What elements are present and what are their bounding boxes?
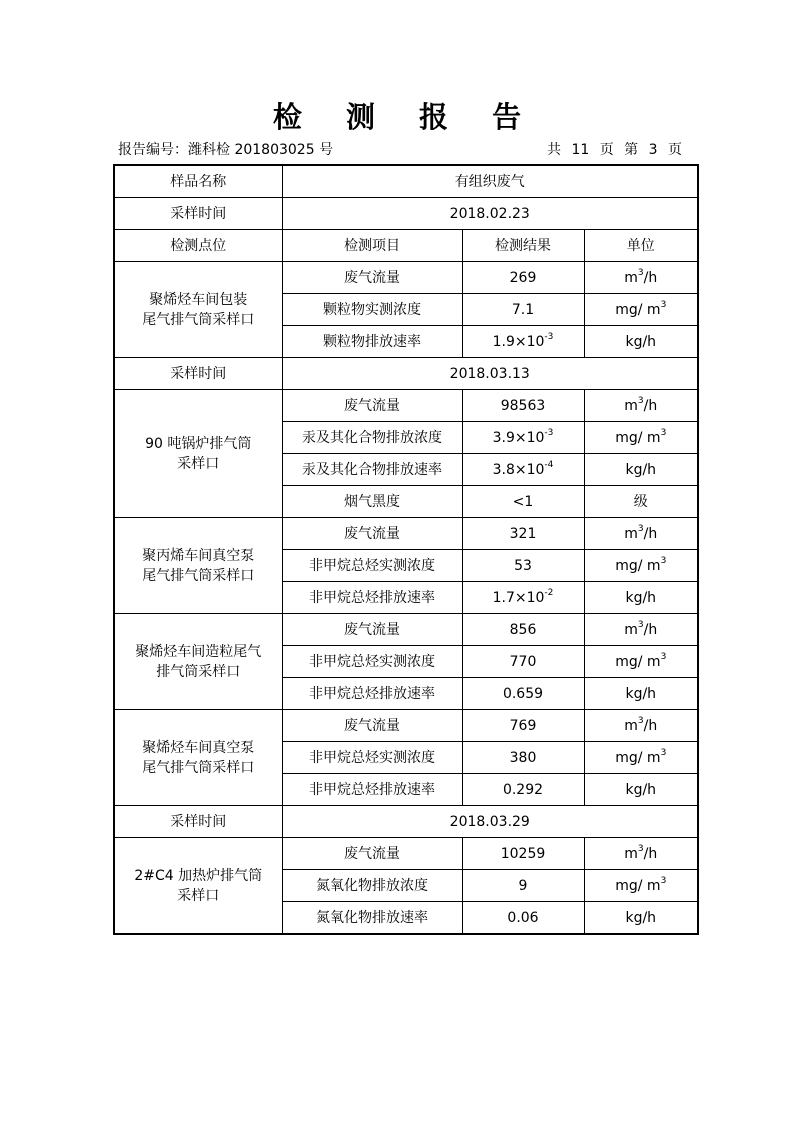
item-cell: 废气流量 <box>282 710 462 742</box>
table-row <box>114 262 698 294</box>
table-row <box>114 518 698 550</box>
item-cell: 废气流量 <box>282 518 462 550</box>
location-line: 尾气排气筒采样口 <box>142 311 255 328</box>
unit-cell: kg/h <box>584 326 698 358</box>
unit-cell: 级 <box>584 486 698 518</box>
sampling-time-label: 采样时间 <box>114 198 282 230</box>
result-cell: 7.1 <box>462 294 584 326</box>
result-cell: 321 <box>462 518 584 550</box>
report-number: 报告编号：潍科检 201803025 号 <box>118 142 334 158</box>
location-cell <box>114 710 282 806</box>
table-row <box>114 614 698 646</box>
result-cell: 380 <box>462 742 584 774</box>
unit-cell: kg/h <box>584 774 698 806</box>
unit-cell: kg/h <box>584 582 698 614</box>
result-cell: 770 <box>462 646 584 678</box>
location-cell <box>114 614 282 710</box>
location-line: 2#C4 加热炉排气筒 <box>134 867 263 884</box>
item-cell: 汞及其化合物排放浓度 <box>282 422 462 454</box>
item-cell: 废气流量 <box>282 390 462 422</box>
result-cell: 856 <box>462 614 584 646</box>
unit-cell: $m^3/h$ <box>584 614 698 646</box>
item-cell: 烟气黑度 <box>282 486 462 518</box>
item-cell: 非甲烷总烃排放速率 <box>282 678 462 710</box>
page-info: 共 11 页 第 3 页 <box>547 142 682 158</box>
location-cell <box>114 838 282 935</box>
item-cell: 废气流量 <box>282 838 462 870</box>
sample-name-value: 有组织废气 <box>282 165 698 198</box>
result-cell: 9 <box>462 870 584 902</box>
table-row <box>114 390 698 422</box>
table-row <box>114 710 698 742</box>
table-row <box>114 838 698 870</box>
unit-cell: kg/h <box>584 454 698 486</box>
sampling-time-label: 采样时间 <box>114 358 282 390</box>
unit-cell: mg/ $m^3$ <box>584 870 698 902</box>
column-header-point: 检测点位 <box>114 230 282 262</box>
result-cell: $1.9\times 10^{-3}$ <box>462 326 584 358</box>
result-cell: 0.292 <box>462 774 584 806</box>
unit-cell: mg/ $m^3$ <box>584 422 698 454</box>
column-header-result: 检测结果 <box>462 230 584 262</box>
location-line: 90 吨锅炉排气筒 <box>145 435 252 452</box>
unit-cell: mg/ $m^3$ <box>584 294 698 326</box>
result-cell: 53 <box>462 550 584 582</box>
unit-cell: $m^3/h$ <box>584 518 698 550</box>
item-cell: 颗粒物排放速率 <box>282 326 462 358</box>
sampling-time-label: 采样时间 <box>114 806 282 838</box>
location-line: 聚丙烯车间真空泵 <box>142 547 255 564</box>
item-cell: 非甲烷总烃排放速率 <box>282 774 462 806</box>
sample-name-label: 样品名称 <box>114 165 282 198</box>
sampling-date: 2018.02.23 <box>282 198 698 230</box>
result-cell: $1.7\times 10^{-2}$ <box>462 582 584 614</box>
location-line: 尾气排气筒采样口 <box>142 567 255 584</box>
location-line: 采样口 <box>177 887 220 904</box>
table-header-row <box>114 230 698 262</box>
result-cell: 769 <box>462 710 584 742</box>
sampling-date: 2018.03.13 <box>282 358 698 390</box>
unit-cell: $m^3/h$ <box>584 838 698 870</box>
location-cell <box>114 262 282 358</box>
result-cell: 0.659 <box>462 678 584 710</box>
table-row <box>114 358 698 390</box>
item-cell: 氮氧化物排放浓度 <box>282 870 462 902</box>
item-cell: 非甲烷总烃实测浓度 <box>282 742 462 774</box>
location-line: 聚烯烃车间造粒尾气 <box>135 643 262 660</box>
unit-cell: mg/ $m^3$ <box>584 550 698 582</box>
result-cell: 98563 <box>462 390 584 422</box>
result-cell: $3.9\times 10^{-3}$ <box>462 422 584 454</box>
item-cell: 废气流量 <box>282 614 462 646</box>
unit-cell: mg/ $m^3$ <box>584 742 698 774</box>
result-cell: <1 <box>462 486 584 518</box>
item-cell: 汞及其化合物排放速率 <box>282 454 462 486</box>
location-cell <box>114 518 282 614</box>
location-line: 尾气排气筒采样口 <box>142 759 255 776</box>
item-cell: 非甲烷总烃排放速率 <box>282 582 462 614</box>
column-header-item: 检测项目 <box>282 230 462 262</box>
item-cell: 非甲烷总烃实测浓度 <box>282 646 462 678</box>
unit-cell: $m^3/h$ <box>584 390 698 422</box>
item-cell: 废气流量 <box>282 262 462 294</box>
report-table <box>113 164 699 935</box>
item-cell: 非甲烷总烃实测浓度 <box>282 550 462 582</box>
sampling-date: 2018.03.29 <box>282 806 698 838</box>
result-cell: 269 <box>462 262 584 294</box>
location-line: 聚烯烃车间真空泵 <box>142 739 255 756</box>
location-line: 聚烯烃车间包装 <box>149 291 248 308</box>
item-cell: 颗粒物实测浓度 <box>282 294 462 326</box>
column-header-unit: 单位 <box>584 230 698 262</box>
location-line: 排气筒采样口 <box>156 663 241 680</box>
unit-cell: kg/h <box>584 902 698 935</box>
location-line: 采样口 <box>177 455 220 472</box>
table-row <box>114 198 698 230</box>
unit-cell: $m^3/h$ <box>584 710 698 742</box>
result-cell: $3.8\times 10^{-4}$ <box>462 454 584 486</box>
document-title: 检 测 报 告 <box>272 100 539 134</box>
table-row <box>114 806 698 838</box>
location-cell <box>114 390 282 518</box>
table-row <box>114 165 698 198</box>
result-cell: 10259 <box>462 838 584 870</box>
unit-cell: mg/ $m^3$ <box>584 646 698 678</box>
unit-cell: $m^3/h$ <box>584 262 698 294</box>
item-cell: 氮氧化物排放速率 <box>282 902 462 935</box>
result-cell: 0.06 <box>462 902 584 935</box>
unit-cell: kg/h <box>584 678 698 710</box>
